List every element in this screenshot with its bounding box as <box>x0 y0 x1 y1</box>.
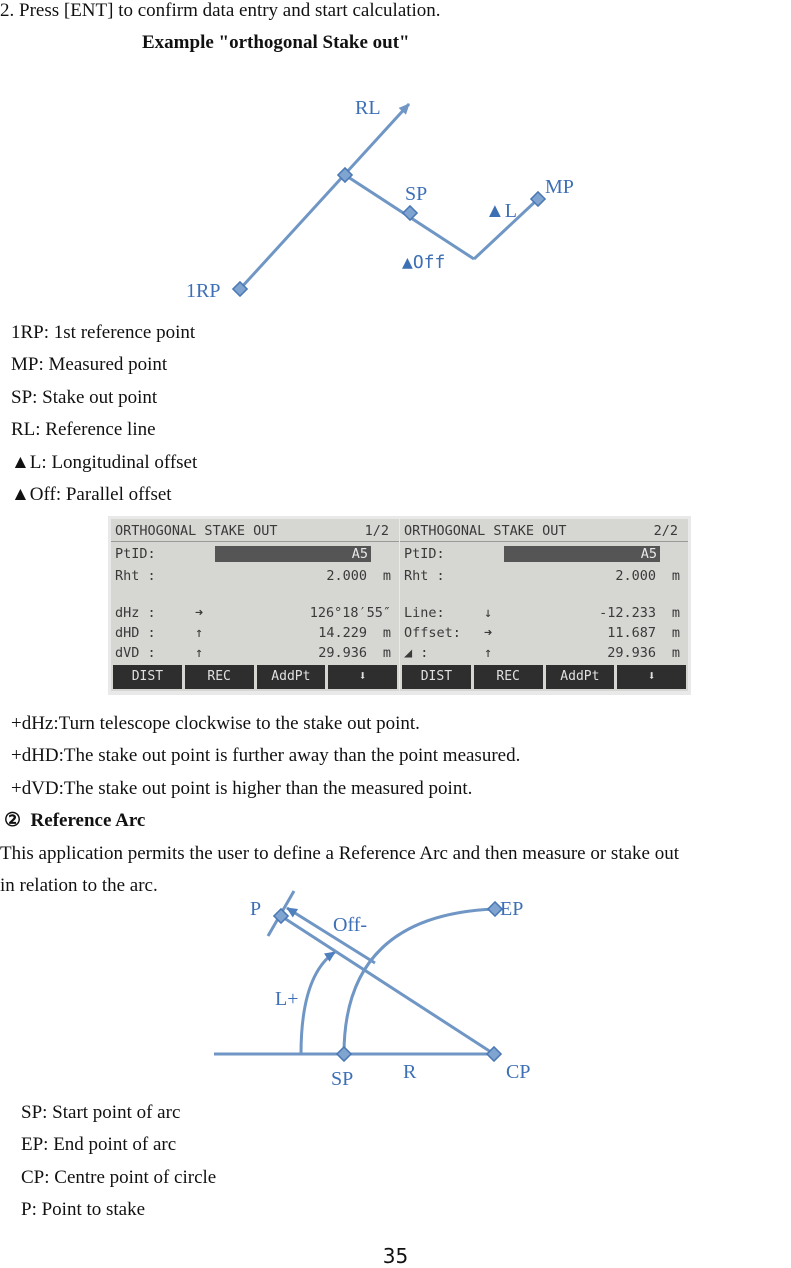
page-number: 35 <box>382 1244 409 1268</box>
addpt-softkey[interactable]: AddPt <box>546 665 615 689</box>
section-number: ② <box>4 810 22 831</box>
dhd-unit: m <box>382 625 391 641</box>
rht-value: 2.000 <box>326 568 367 584</box>
paragraph-line-1: This application permits the user to define a Reference Arc and then measure or stake out <box>0 843 679 864</box>
legend-cp: CP: Centre point of circle <box>21 1167 217 1188</box>
dhd-label: dHD : <box>115 625 156 641</box>
longitudinal-arc-arrow <box>301 952 335 1054</box>
offset-label: Offset: <box>404 625 461 641</box>
page-indicator: 1/2 <box>364 523 389 539</box>
label-sp: SP <box>405 183 428 205</box>
dvd-unit: m <box>382 645 391 661</box>
softkey-bar <box>111 665 399 689</box>
ptid-label: PtID: <box>115 546 156 562</box>
label-rl: RL <box>355 97 381 119</box>
up-arrow-icon: ↑ <box>195 645 204 661</box>
note-dhz: +dHz:Turn telescope clockwise to the stake out point. <box>11 713 420 734</box>
label-off-minus: Off- <box>333 914 368 936</box>
ptid-field[interactable]: A5 <box>215 546 371 562</box>
section-heading <box>4 810 145 832</box>
page-down-softkey[interactable]: ⬇ <box>617 665 686 689</box>
page-down-softkey[interactable]: ⬇ <box>328 665 397 689</box>
label-r: R <box>403 1061 417 1083</box>
dist-softkey[interactable]: DIST <box>402 665 471 689</box>
dhz-label: dHz : <box>115 605 156 621</box>
screen-title: ORTHOGONAL STAKE OUT <box>404 523 567 539</box>
dist-softkey[interactable]: DIST <box>113 665 182 689</box>
softkey-bar <box>400 665 688 689</box>
dvd-value: 29.936 <box>318 645 367 661</box>
reference-arc-diagram <box>0 880 791 1100</box>
line-value: -12.233 <box>599 605 656 621</box>
height-diff-label: ◢ : <box>404 645 429 661</box>
example-title: Example "orthogonal Stake out" <box>142 32 410 53</box>
label-l-plus: L+ <box>275 988 299 1010</box>
start-point-marker <box>337 1047 351 1061</box>
lcd-screen-page-2 <box>400 519 688 691</box>
dhd-value: 14.229 <box>318 625 367 641</box>
rht-value: 2.000 <box>615 568 656 584</box>
note-dhd: +dHD:The stake out point is further away than the point measured. <box>11 745 521 766</box>
legend-sp: SP: Stake out point <box>11 387 158 408</box>
rht-label: Rht : <box>115 568 156 584</box>
up-arrow-icon: ↑ <box>484 645 493 661</box>
height-diff-unit: m <box>671 645 680 661</box>
legend-sp: SP: Start point of arc <box>21 1102 181 1123</box>
instrument-screenshots <box>108 516 691 695</box>
legend-rl: RL: Reference line <box>11 419 156 440</box>
screen-title: ORTHOGONAL STAKE OUT <box>115 523 278 539</box>
lcd-screen-page-1 <box>111 519 399 691</box>
legend-ep: EP: End point of arc <box>21 1134 177 1155</box>
rht-label: Rht : <box>404 568 445 584</box>
legend-1rp: 1RP: 1st reference point <box>11 322 196 343</box>
addpt-softkey[interactable]: AddPt <box>257 665 326 689</box>
rht-unit: m <box>671 568 680 584</box>
label-parallel-offset: ▲Off <box>402 252 446 273</box>
intro-step: 2. Press [ENT] to confirm data entry and start calculation. <box>0 0 441 21</box>
ptid-label: PtID: <box>404 546 445 562</box>
label-1rp: 1RP <box>186 280 221 302</box>
down-arrow-icon: ↓ <box>484 605 493 621</box>
section-title: Reference Arc <box>30 810 146 831</box>
up-arrow-icon: ↑ <box>195 625 204 641</box>
legend-mp: MP: Measured point <box>11 354 168 375</box>
radius-line <box>281 916 494 1054</box>
orthogonal-stakeout-diagram <box>0 0 791 310</box>
label-ep: EP <box>500 898 524 920</box>
legend-off: ▲Off: Parallel offset <box>11 484 172 505</box>
legend-l: ▲L: Longitudinal offset <box>11 452 198 473</box>
stakeout-point-marker <box>403 206 417 220</box>
height-diff-value: 29.936 <box>607 645 656 661</box>
note-dvd: +dVD:The stake out point is higher than the measured point. <box>11 778 473 799</box>
rec-softkey[interactable]: REC <box>185 665 254 689</box>
ptid-field[interactable]: A5 <box>504 546 660 562</box>
label-longitudinal-offset: ▲L <box>485 200 518 222</box>
legend-p: P: Point to stake <box>21 1199 146 1220</box>
label-mp: MP <box>545 176 574 198</box>
page-indicator: 2/2 <box>653 523 678 539</box>
label-p: P <box>250 898 262 920</box>
right-arrow-icon: ➜ <box>484 625 493 641</box>
reference-line <box>240 104 409 289</box>
line-unit: m <box>671 605 680 621</box>
rec-softkey[interactable]: REC <box>474 665 543 689</box>
label-sp: SP <box>331 1068 354 1090</box>
dvd-label: dVD : <box>115 645 156 661</box>
paragraph-line-2: in relation to the arc. <box>0 875 158 896</box>
line-label: Line: <box>404 605 445 621</box>
dhz-value: 126°18′55″ <box>309 605 391 621</box>
offset-value: 11.687 <box>607 625 656 641</box>
offset-unit: m <box>671 625 680 641</box>
rht-unit: m <box>382 568 391 584</box>
label-cp: CP <box>506 1061 531 1083</box>
right-arrow-icon: ➜ <box>195 605 204 621</box>
